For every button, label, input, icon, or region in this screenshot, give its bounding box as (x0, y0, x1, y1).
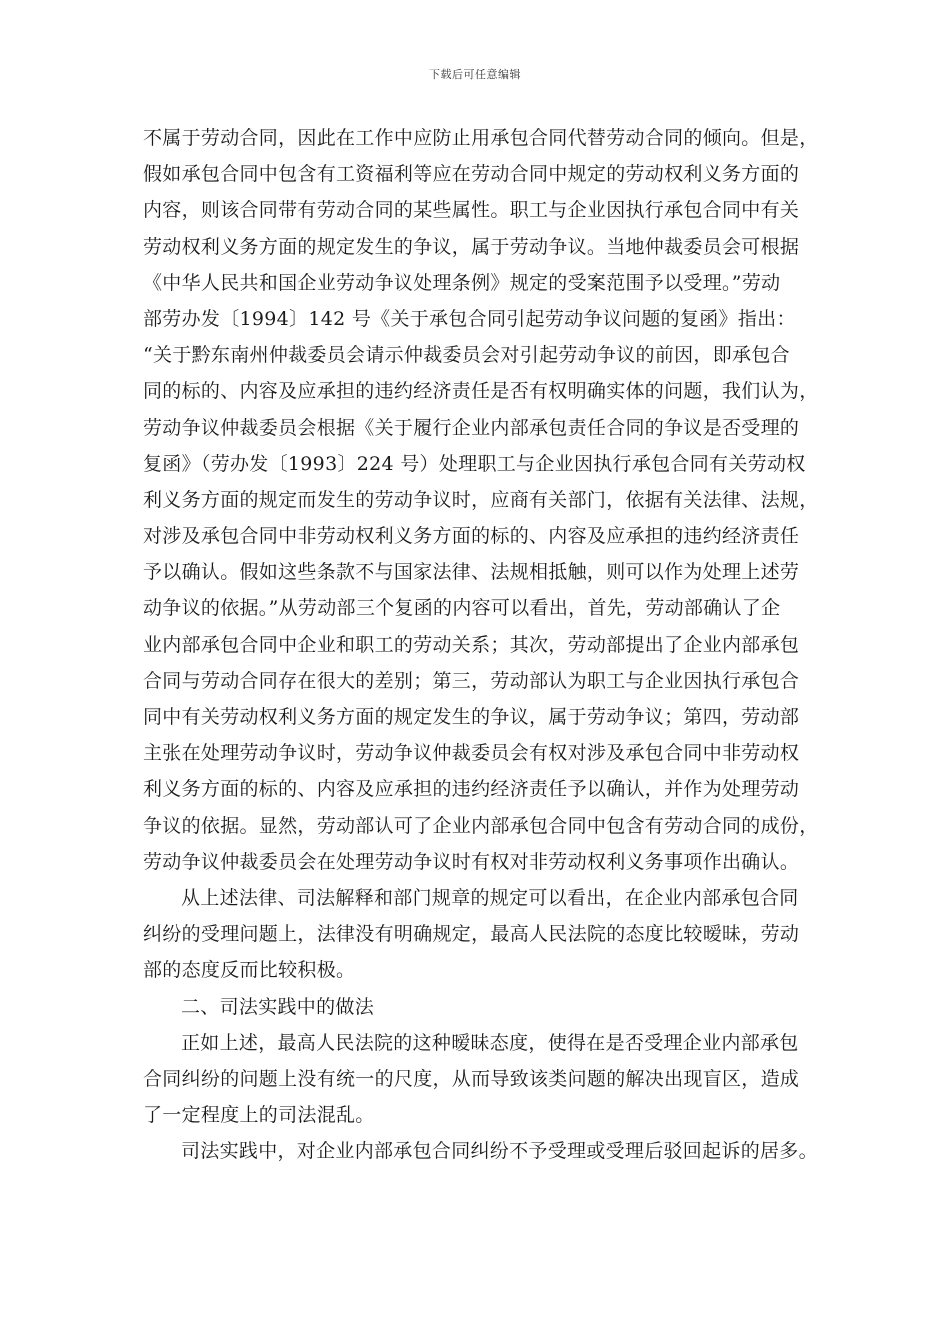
text-line: 主张在处理劳动争议时，劳动争议仲裁委员会有权对涉及承包合同中非劳动权 (143, 742, 800, 765)
text-line: 劳动争议仲裁委员会在处理劳动争议时有权对非劳动权利义务事项作出确认。 (143, 850, 800, 873)
text-line: 复函》（劳办发〔1993〕224 号）处理职工与企业因执行承包合同有关劳动权 (143, 452, 806, 475)
text-line: 利义务方面的标的、内容及应承担的违约经济责任予以确认，并作为处理劳动 (143, 778, 800, 801)
text-line: 假如承包合同中包含有工资福利等应在劳动合同中规定的劳动权利义务方面的 (143, 163, 800, 186)
text-line: 内容，则该合同带有劳动合同的某些属性。职工与企业因执行承包合同中有关 (143, 199, 800, 222)
text-line: 对涉及承包合同中非劳动权利义务方面的标的、内容及应承担的违约经济责任 (143, 525, 800, 548)
text-line: “关于黔东南州仲裁委员会请示仲裁委员会对引起劳动争议的前因，即承包合 (143, 344, 790, 367)
text-line: 不属于劳动合同，因此在工作中应防止用承包合同代替劳动合同的倾向。但是， (143, 127, 819, 149)
body-text (143, 120, 823, 1169)
text-line: 利义务方面的规定而发生的劳动争议时，应商有关部门，依据有关法律、法规， (143, 488, 819, 511)
text-line: 部劳办发〔1994〕142 号《关于承包合同引起劳动争议问题的复函》指出： (143, 307, 796, 330)
page-header: 下载后可任意编辑 (429, 68, 521, 81)
text-line: 业内部承包合同中企业和职工的劳动关系；其次，劳动部提出了企业内部承包 (143, 633, 800, 656)
text-line: 同的标的、内容及应承担的违约经济责任是否有权明确实体的问题，我们认为， (143, 380, 819, 403)
text-line: 司法实践中，对企业内部承包合同纠纷不予受理或受理后驳回起诉的居多。 (181, 1140, 818, 1163)
text-line: 纠纷的受理问题上，法律没有明确规定，最高人民法院的态度比较暧昧，劳动 (143, 923, 800, 946)
text-line: 同中有关劳动权利义务方面的规定发生的争议，属于劳动争议；第四，劳动部 (143, 706, 800, 728)
text-line: 正如上述，最高人民法院的这种暧昧态度，使得在是否受理企业内部承包 (181, 1031, 799, 1054)
text-line: 了一定程度上的司法混乱。 (143, 1104, 375, 1127)
text-line: 合同与劳动合同存在很大的差别；第三，劳动部认为职工与企业因执行承包合 (143, 669, 800, 692)
text-line: 从上述法律、司法解释和部门规章的规定可以看出，在企业内部承包合同 (181, 886, 799, 909)
text-line: 《中华人民共和国企业劳动争议处理条例》规定的受案范围予以受理。”劳动 (143, 271, 781, 294)
text-line: 争议的依据。显然，劳动部认可了企业内部承包合同中包含有劳动合同的成份， (143, 814, 819, 837)
text-line: 部的态度反而比较积极。 (143, 959, 356, 982)
text-line: 合同纠纷的问题上没有统一的尺度，从而导致该类问题的解决出现盲区，造成 (143, 1067, 800, 1090)
text-line: 劳动争议仲裁委员会根据《关于履行企业内部承包责任合同的争议是否受理的 (143, 416, 800, 439)
text-line: 劳动权利义务方面的规定发生的争议，属于劳动争议。当地仲裁委员会可根据 (143, 235, 800, 258)
text-line: 予以确认。假如这些条款不与国家法律、法规相抵触，则可以作为处理上述劳 (143, 561, 800, 584)
text-line: 二、司法实践中的做法 (181, 995, 375, 1018)
text-line: 动争议的依据。”从劳动部三个复函的内容可以看出，首先，劳动部确认了企 (143, 597, 781, 620)
